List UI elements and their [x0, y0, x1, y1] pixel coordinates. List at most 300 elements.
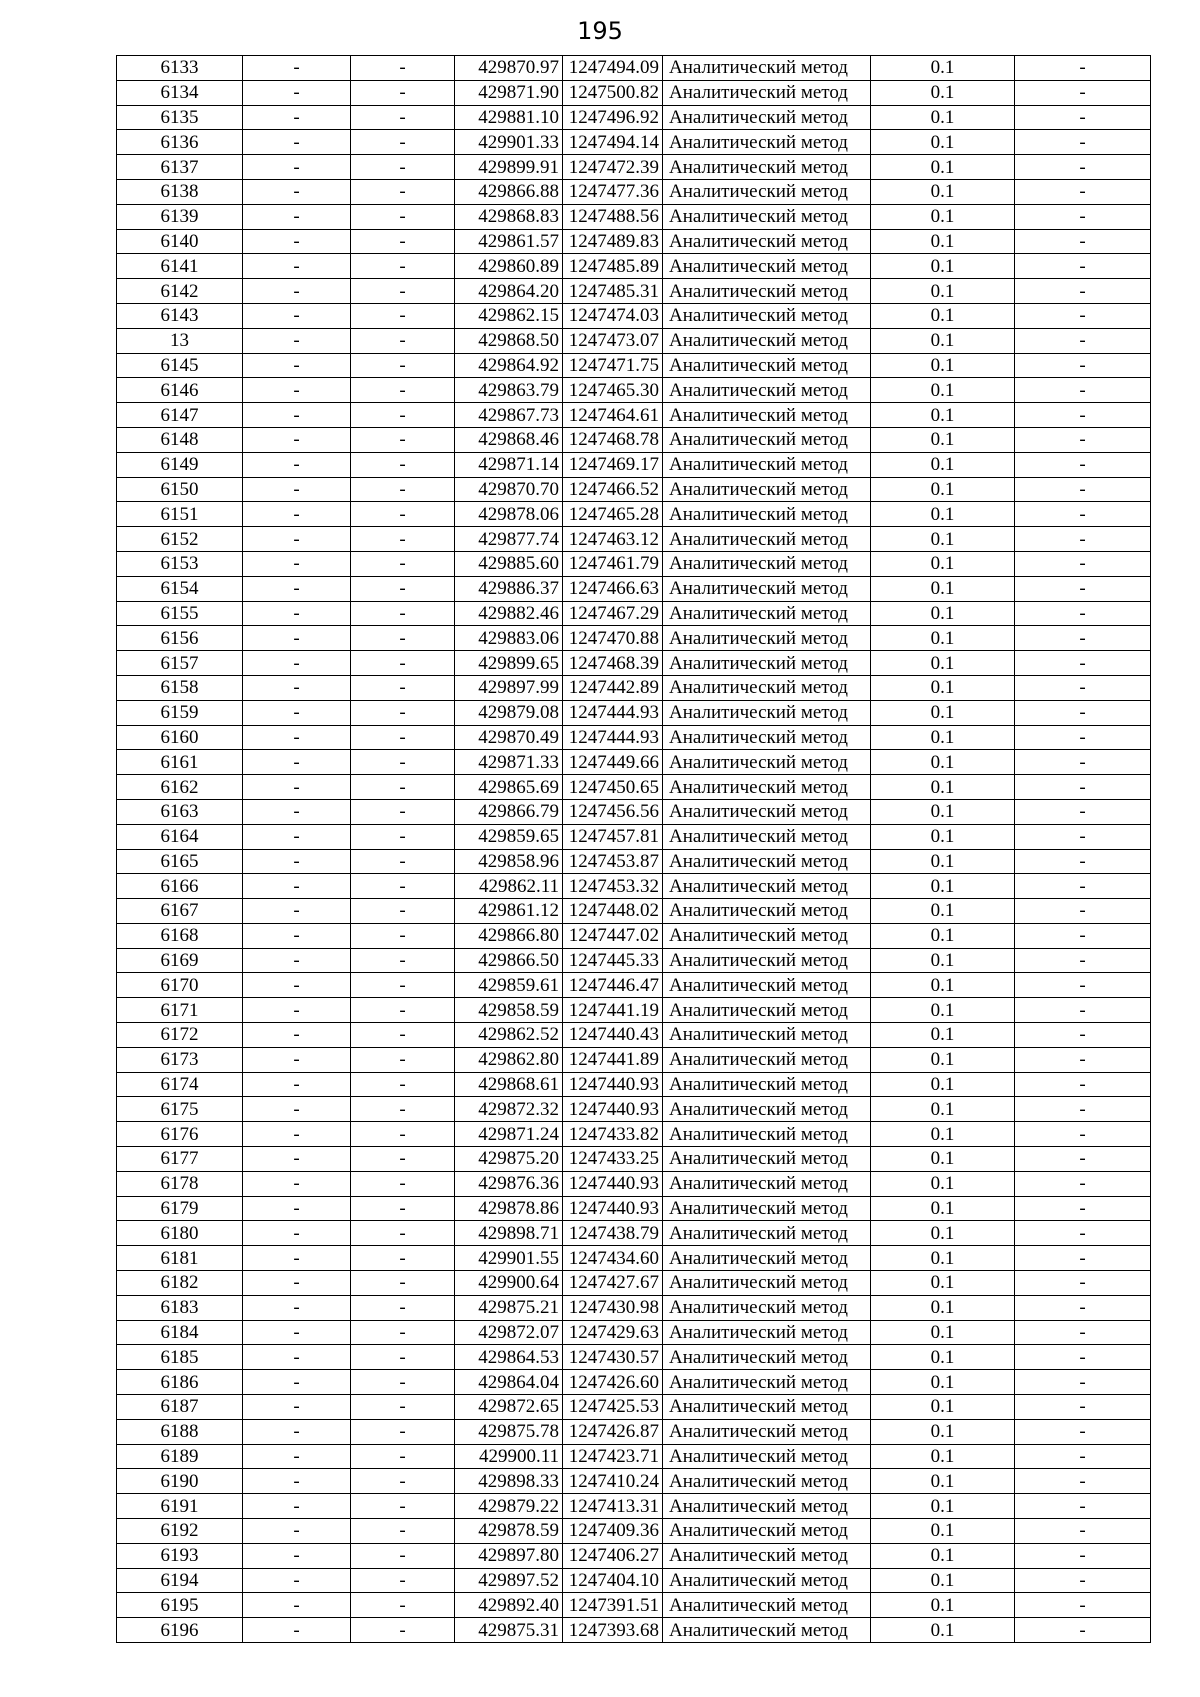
col8-cell: -	[1015, 1295, 1151, 1320]
accuracy-cell: 0.1	[871, 1618, 1015, 1643]
table-row	[117, 80, 1151, 105]
y-coordinate-cell: 1247453.87	[563, 849, 663, 874]
col8-cell: -	[1015, 279, 1151, 304]
table-row	[117, 998, 1151, 1023]
col2-cell: -	[243, 651, 351, 676]
col2-cell: -	[243, 1395, 351, 1420]
col3-cell: -	[351, 1593, 455, 1618]
col8-cell: -	[1015, 1221, 1151, 1246]
col3-cell: -	[351, 1519, 455, 1544]
method-cell: Аналитический метод	[663, 1543, 871, 1568]
col3-cell: -	[351, 1320, 455, 1345]
y-coordinate-cell: 1247440.93	[563, 1171, 663, 1196]
method-cell: Аналитический метод	[663, 651, 871, 676]
accuracy-cell: 0.1	[871, 378, 1015, 403]
col8-cell: -	[1015, 824, 1151, 849]
col2-cell: -	[243, 502, 351, 527]
col8-cell: -	[1015, 303, 1151, 328]
col8-cell: -	[1015, 1593, 1151, 1618]
method-cell: Аналитический метод	[663, 1047, 871, 1072]
table-row	[117, 353, 1151, 378]
col8-cell: -	[1015, 899, 1151, 924]
x-coordinate-cell: 429868.83	[455, 204, 563, 229]
point-id-cell: 6184	[117, 1320, 243, 1345]
table-row	[117, 1444, 1151, 1469]
x-coordinate-cell: 429899.65	[455, 651, 563, 676]
x-coordinate-cell: 429871.33	[455, 750, 563, 775]
x-coordinate-cell: 429886.37	[455, 576, 563, 601]
point-id-cell: 6154	[117, 576, 243, 601]
accuracy-cell: 0.1	[871, 626, 1015, 651]
col2-cell: -	[243, 105, 351, 130]
accuracy-cell: 0.1	[871, 1419, 1015, 1444]
method-cell: Аналитический метод	[663, 750, 871, 775]
y-coordinate-cell: 1247472.39	[563, 155, 663, 180]
x-coordinate-cell: 429861.57	[455, 229, 563, 254]
point-id-cell: 6171	[117, 998, 243, 1023]
point-id-cell: 6169	[117, 948, 243, 973]
col3-cell: -	[351, 303, 455, 328]
y-coordinate-cell: 1247489.83	[563, 229, 663, 254]
col2-cell: -	[243, 601, 351, 626]
point-id-cell: 6162	[117, 775, 243, 800]
col3-cell: -	[351, 700, 455, 725]
method-cell: Аналитический метод	[663, 427, 871, 452]
accuracy-cell: 0.1	[871, 1147, 1015, 1172]
method-cell: Аналитический метод	[663, 1320, 871, 1345]
x-coordinate-cell: 429866.80	[455, 923, 563, 948]
x-coordinate-cell: 429864.04	[455, 1370, 563, 1395]
x-coordinate-cell: 429878.86	[455, 1196, 563, 1221]
point-id-cell: 6196	[117, 1618, 243, 1643]
accuracy-cell: 0.1	[871, 675, 1015, 700]
x-coordinate-cell: 429859.61	[455, 973, 563, 998]
y-coordinate-cell: 1247494.09	[563, 56, 663, 81]
table-row	[117, 1543, 1151, 1568]
y-coordinate-cell: 1247404.10	[563, 1568, 663, 1593]
col2-cell: -	[243, 353, 351, 378]
col2-cell: -	[243, 1593, 351, 1618]
col8-cell: -	[1015, 626, 1151, 651]
table-row	[117, 477, 1151, 502]
col8-cell: -	[1015, 1023, 1151, 1048]
accuracy-cell: 0.1	[871, 849, 1015, 874]
col8-cell: -	[1015, 1147, 1151, 1172]
col8-cell: -	[1015, 1419, 1151, 1444]
y-coordinate-cell: 1247406.27	[563, 1543, 663, 1568]
coordinates-table	[116, 55, 1151, 1643]
col8-cell: -	[1015, 1271, 1151, 1296]
method-cell: Аналитический метод	[663, 1419, 871, 1444]
point-id-cell: 6158	[117, 675, 243, 700]
col8-cell: -	[1015, 1097, 1151, 1122]
y-coordinate-cell: 1247485.89	[563, 254, 663, 279]
accuracy-cell: 0.1	[871, 874, 1015, 899]
table-row	[117, 1345, 1151, 1370]
y-coordinate-cell: 1247433.82	[563, 1122, 663, 1147]
table-row	[117, 403, 1151, 428]
table-row	[117, 824, 1151, 849]
table-row	[117, 1147, 1151, 1172]
accuracy-cell: 0.1	[871, 998, 1015, 1023]
col3-cell: -	[351, 1196, 455, 1221]
x-coordinate-cell: 429862.52	[455, 1023, 563, 1048]
method-cell: Аналитический метод	[663, 1593, 871, 1618]
col2-cell: -	[243, 1618, 351, 1643]
table-row	[117, 849, 1151, 874]
col8-cell: -	[1015, 130, 1151, 155]
x-coordinate-cell: 429863.79	[455, 378, 563, 403]
method-cell: Аналитический метод	[663, 105, 871, 130]
x-coordinate-cell: 429868.50	[455, 328, 563, 353]
x-coordinate-cell: 429862.15	[455, 303, 563, 328]
method-cell: Аналитический метод	[663, 899, 871, 924]
x-coordinate-cell: 429864.53	[455, 1345, 563, 1370]
col8-cell: -	[1015, 1246, 1151, 1271]
y-coordinate-cell: 1247441.19	[563, 998, 663, 1023]
table-row	[117, 601, 1151, 626]
col8-cell: -	[1015, 1171, 1151, 1196]
accuracy-cell: 0.1	[871, 105, 1015, 130]
method-cell: Аналитический метод	[663, 923, 871, 948]
point-id-cell: 6163	[117, 799, 243, 824]
table-row	[117, 700, 1151, 725]
y-coordinate-cell: 1247444.93	[563, 700, 663, 725]
x-coordinate-cell: 429868.61	[455, 1072, 563, 1097]
col3-cell: -	[351, 576, 455, 601]
col8-cell: -	[1015, 105, 1151, 130]
point-id-cell: 6173	[117, 1047, 243, 1072]
method-cell: Аналитический метод	[663, 1519, 871, 1544]
method-cell: Аналитический метод	[663, 155, 871, 180]
col2-cell: -	[243, 1469, 351, 1494]
col8-cell: -	[1015, 576, 1151, 601]
y-coordinate-cell: 1247427.67	[563, 1271, 663, 1296]
point-id-cell: 6168	[117, 923, 243, 948]
y-coordinate-cell: 1247449.66	[563, 750, 663, 775]
col2-cell: -	[243, 1171, 351, 1196]
accuracy-cell: 0.1	[871, 1543, 1015, 1568]
y-coordinate-cell: 1247425.53	[563, 1395, 663, 1420]
table-row	[117, 576, 1151, 601]
point-id-cell: 6139	[117, 204, 243, 229]
col3-cell: -	[351, 1295, 455, 1320]
y-coordinate-cell: 1247450.65	[563, 775, 663, 800]
col2-cell: -	[243, 973, 351, 998]
col2-cell: -	[243, 576, 351, 601]
table-row	[117, 874, 1151, 899]
col3-cell: -	[351, 477, 455, 502]
col2-cell: -	[243, 1494, 351, 1519]
col3-cell: -	[351, 973, 455, 998]
table-row	[117, 1072, 1151, 1097]
y-coordinate-cell: 1247393.68	[563, 1618, 663, 1643]
accuracy-cell: 0.1	[871, 328, 1015, 353]
method-cell: Аналитический метод	[663, 303, 871, 328]
y-coordinate-cell: 1247448.02	[563, 899, 663, 924]
col8-cell: -	[1015, 1320, 1151, 1345]
method-cell: Аналитический метод	[663, 328, 871, 353]
table-row	[117, 254, 1151, 279]
col3-cell: -	[351, 80, 455, 105]
col8-cell: -	[1015, 1568, 1151, 1593]
y-coordinate-cell: 1247434.60	[563, 1246, 663, 1271]
accuracy-cell: 0.1	[871, 1444, 1015, 1469]
col2-cell: -	[243, 254, 351, 279]
method-cell: Аналитический метод	[663, 1444, 871, 1469]
x-coordinate-cell: 429864.20	[455, 279, 563, 304]
col8-cell: -	[1015, 527, 1151, 552]
accuracy-cell: 0.1	[871, 824, 1015, 849]
y-coordinate-cell: 1247456.56	[563, 799, 663, 824]
col2-cell: -	[243, 1246, 351, 1271]
method-cell: Аналитический метод	[663, 576, 871, 601]
table-row	[117, 204, 1151, 229]
x-coordinate-cell: 429866.79	[455, 799, 563, 824]
table-row	[117, 675, 1151, 700]
x-coordinate-cell: 429858.96	[455, 849, 563, 874]
col3-cell: -	[351, 105, 455, 130]
point-id-cell: 6140	[117, 229, 243, 254]
table-row	[117, 1568, 1151, 1593]
point-id-cell: 6167	[117, 899, 243, 924]
col3-cell: -	[351, 1171, 455, 1196]
table-row	[117, 56, 1151, 81]
method-cell: Аналитический метод	[663, 353, 871, 378]
method-cell: Аналитический метод	[663, 725, 871, 750]
table-row	[117, 1047, 1151, 1072]
method-cell: Аналитический метод	[663, 80, 871, 105]
col3-cell: -	[351, 601, 455, 626]
y-coordinate-cell: 1247426.87	[563, 1419, 663, 1444]
x-coordinate-cell: 429892.40	[455, 1593, 563, 1618]
col2-cell: -	[243, 725, 351, 750]
col8-cell: -	[1015, 998, 1151, 1023]
table-row	[117, 1171, 1151, 1196]
x-coordinate-cell: 429898.33	[455, 1469, 563, 1494]
accuracy-cell: 0.1	[871, 1097, 1015, 1122]
col8-cell: -	[1015, 1196, 1151, 1221]
method-cell: Аналитический метод	[663, 229, 871, 254]
table-row	[117, 279, 1151, 304]
col3-cell: -	[351, 775, 455, 800]
accuracy-cell: 0.1	[871, 799, 1015, 824]
accuracy-cell: 0.1	[871, 279, 1015, 304]
y-coordinate-cell: 1247423.71	[563, 1444, 663, 1469]
accuracy-cell: 0.1	[871, 56, 1015, 81]
col3-cell: -	[351, 353, 455, 378]
col2-cell: -	[243, 551, 351, 576]
y-coordinate-cell: 1247410.24	[563, 1469, 663, 1494]
table-row	[117, 651, 1151, 676]
x-coordinate-cell: 429872.32	[455, 1097, 563, 1122]
method-cell: Аналитический метод	[663, 1469, 871, 1494]
accuracy-cell: 0.1	[871, 502, 1015, 527]
x-coordinate-cell: 429872.65	[455, 1395, 563, 1420]
accuracy-cell: 0.1	[871, 551, 1015, 576]
point-id-cell: 6133	[117, 56, 243, 81]
col2-cell: -	[243, 675, 351, 700]
method-cell: Аналитический метод	[663, 1568, 871, 1593]
accuracy-cell: 0.1	[871, 1568, 1015, 1593]
col3-cell: -	[351, 1122, 455, 1147]
col3-cell: -	[351, 1023, 455, 1048]
accuracy-cell: 0.1	[871, 601, 1015, 626]
y-coordinate-cell: 1247430.57	[563, 1345, 663, 1370]
col3-cell: -	[351, 502, 455, 527]
x-coordinate-cell: 429876.36	[455, 1171, 563, 1196]
col3-cell: -	[351, 378, 455, 403]
point-id-cell: 6146	[117, 378, 243, 403]
method-cell: Аналитический метод	[663, 1271, 871, 1296]
point-id-cell: 6175	[117, 1097, 243, 1122]
y-coordinate-cell: 1247440.93	[563, 1097, 663, 1122]
col8-cell: -	[1015, 651, 1151, 676]
col2-cell: -	[243, 1519, 351, 1544]
y-coordinate-cell: 1247470.88	[563, 626, 663, 651]
x-coordinate-cell: 429875.20	[455, 1147, 563, 1172]
col3-cell: -	[351, 1072, 455, 1097]
accuracy-cell: 0.1	[871, 80, 1015, 105]
method-cell: Аналитический метод	[663, 254, 871, 279]
point-id-cell: 13	[117, 328, 243, 353]
point-id-cell: 6152	[117, 527, 243, 552]
point-id-cell: 6156	[117, 626, 243, 651]
table-row	[117, 1246, 1151, 1271]
method-cell: Аналитический метод	[663, 675, 871, 700]
col2-cell: -	[243, 477, 351, 502]
accuracy-cell: 0.1	[871, 527, 1015, 552]
y-coordinate-cell: 1247465.28	[563, 502, 663, 527]
point-id-cell: 6137	[117, 155, 243, 180]
accuracy-cell: 0.1	[871, 204, 1015, 229]
method-cell: Аналитический метод	[663, 1171, 871, 1196]
table-row	[117, 750, 1151, 775]
col3-cell: -	[351, 1246, 455, 1271]
y-coordinate-cell: 1247413.31	[563, 1494, 663, 1519]
table-body	[117, 56, 1151, 1643]
point-id-cell: 6147	[117, 403, 243, 428]
table-row	[117, 1097, 1151, 1122]
y-coordinate-cell: 1247442.89	[563, 675, 663, 700]
point-id-cell: 6194	[117, 1568, 243, 1593]
point-id-cell: 6157	[117, 651, 243, 676]
col2-cell: -	[243, 452, 351, 477]
col8-cell: -	[1015, 700, 1151, 725]
point-id-cell: 6166	[117, 874, 243, 899]
col8-cell: -	[1015, 601, 1151, 626]
col2-cell: -	[243, 80, 351, 105]
point-id-cell: 6161	[117, 750, 243, 775]
table-row	[117, 1320, 1151, 1345]
col3-cell: -	[351, 551, 455, 576]
col3-cell: -	[351, 1147, 455, 1172]
x-coordinate-cell: 429901.55	[455, 1246, 563, 1271]
accuracy-cell: 0.1	[871, 254, 1015, 279]
col2-cell: -	[243, 328, 351, 353]
col2-cell: -	[243, 1320, 351, 1345]
col3-cell: -	[351, 229, 455, 254]
method-cell: Аналитический метод	[663, 1395, 871, 1420]
x-coordinate-cell: 429877.74	[455, 527, 563, 552]
x-coordinate-cell: 429875.78	[455, 1419, 563, 1444]
col3-cell: -	[351, 998, 455, 1023]
point-id-cell: 6191	[117, 1494, 243, 1519]
y-coordinate-cell: 1247496.92	[563, 105, 663, 130]
point-id-cell: 6190	[117, 1469, 243, 1494]
y-coordinate-cell: 1247485.31	[563, 279, 663, 304]
col2-cell: -	[243, 179, 351, 204]
page-number: 195	[577, 17, 623, 45]
x-coordinate-cell: 429897.52	[455, 1568, 563, 1593]
col8-cell: -	[1015, 725, 1151, 750]
x-coordinate-cell: 429900.64	[455, 1271, 563, 1296]
point-id-cell: 6188	[117, 1419, 243, 1444]
col3-cell: -	[351, 849, 455, 874]
col2-cell: -	[243, 1370, 351, 1395]
x-coordinate-cell: 429881.10	[455, 105, 563, 130]
y-coordinate-cell: 1247466.63	[563, 576, 663, 601]
method-cell: Аналитический метод	[663, 56, 871, 81]
point-id-cell: 6155	[117, 601, 243, 626]
point-id-cell: 6186	[117, 1370, 243, 1395]
col2-cell: -	[243, 1543, 351, 1568]
col3-cell: -	[351, 923, 455, 948]
point-id-cell: 6165	[117, 849, 243, 874]
col2-cell: -	[243, 279, 351, 304]
col3-cell: -	[351, 155, 455, 180]
method-cell: Аналитический метод	[663, 179, 871, 204]
point-id-cell: 6164	[117, 824, 243, 849]
col3-cell: -	[351, 626, 455, 651]
x-coordinate-cell: 429861.12	[455, 899, 563, 924]
x-coordinate-cell: 429862.11	[455, 874, 563, 899]
col3-cell: -	[351, 874, 455, 899]
col8-cell: -	[1015, 948, 1151, 973]
y-coordinate-cell: 1247453.32	[563, 874, 663, 899]
col2-cell: -	[243, 1047, 351, 1072]
y-coordinate-cell: 1247477.36	[563, 179, 663, 204]
accuracy-cell: 0.1	[871, 1370, 1015, 1395]
accuracy-cell: 0.1	[871, 1246, 1015, 1271]
y-coordinate-cell: 1247440.93	[563, 1072, 663, 1097]
col3-cell: -	[351, 1543, 455, 1568]
point-id-cell: 6149	[117, 452, 243, 477]
point-id-cell: 6145	[117, 353, 243, 378]
method-cell: Аналитический метод	[663, 502, 871, 527]
method-cell: Аналитический метод	[663, 1122, 871, 1147]
point-id-cell: 6192	[117, 1519, 243, 1544]
col2-cell: -	[243, 204, 351, 229]
col3-cell: -	[351, 1568, 455, 1593]
col8-cell: -	[1015, 1047, 1151, 1072]
table-row	[117, 155, 1151, 180]
col2-cell: -	[243, 403, 351, 428]
col2-cell: -	[243, 775, 351, 800]
point-id-cell: 6183	[117, 1295, 243, 1320]
x-coordinate-cell: 429897.99	[455, 675, 563, 700]
accuracy-cell: 0.1	[871, 403, 1015, 428]
accuracy-cell: 0.1	[871, 1519, 1015, 1544]
y-coordinate-cell: 1247447.02	[563, 923, 663, 948]
y-coordinate-cell: 1247500.82	[563, 80, 663, 105]
y-coordinate-cell: 1247430.98	[563, 1295, 663, 1320]
method-cell: Аналитический метод	[663, 948, 871, 973]
x-coordinate-cell: 429870.70	[455, 477, 563, 502]
y-coordinate-cell: 1247409.36	[563, 1519, 663, 1544]
x-coordinate-cell: 429878.59	[455, 1519, 563, 1544]
y-coordinate-cell: 1247446.47	[563, 973, 663, 998]
